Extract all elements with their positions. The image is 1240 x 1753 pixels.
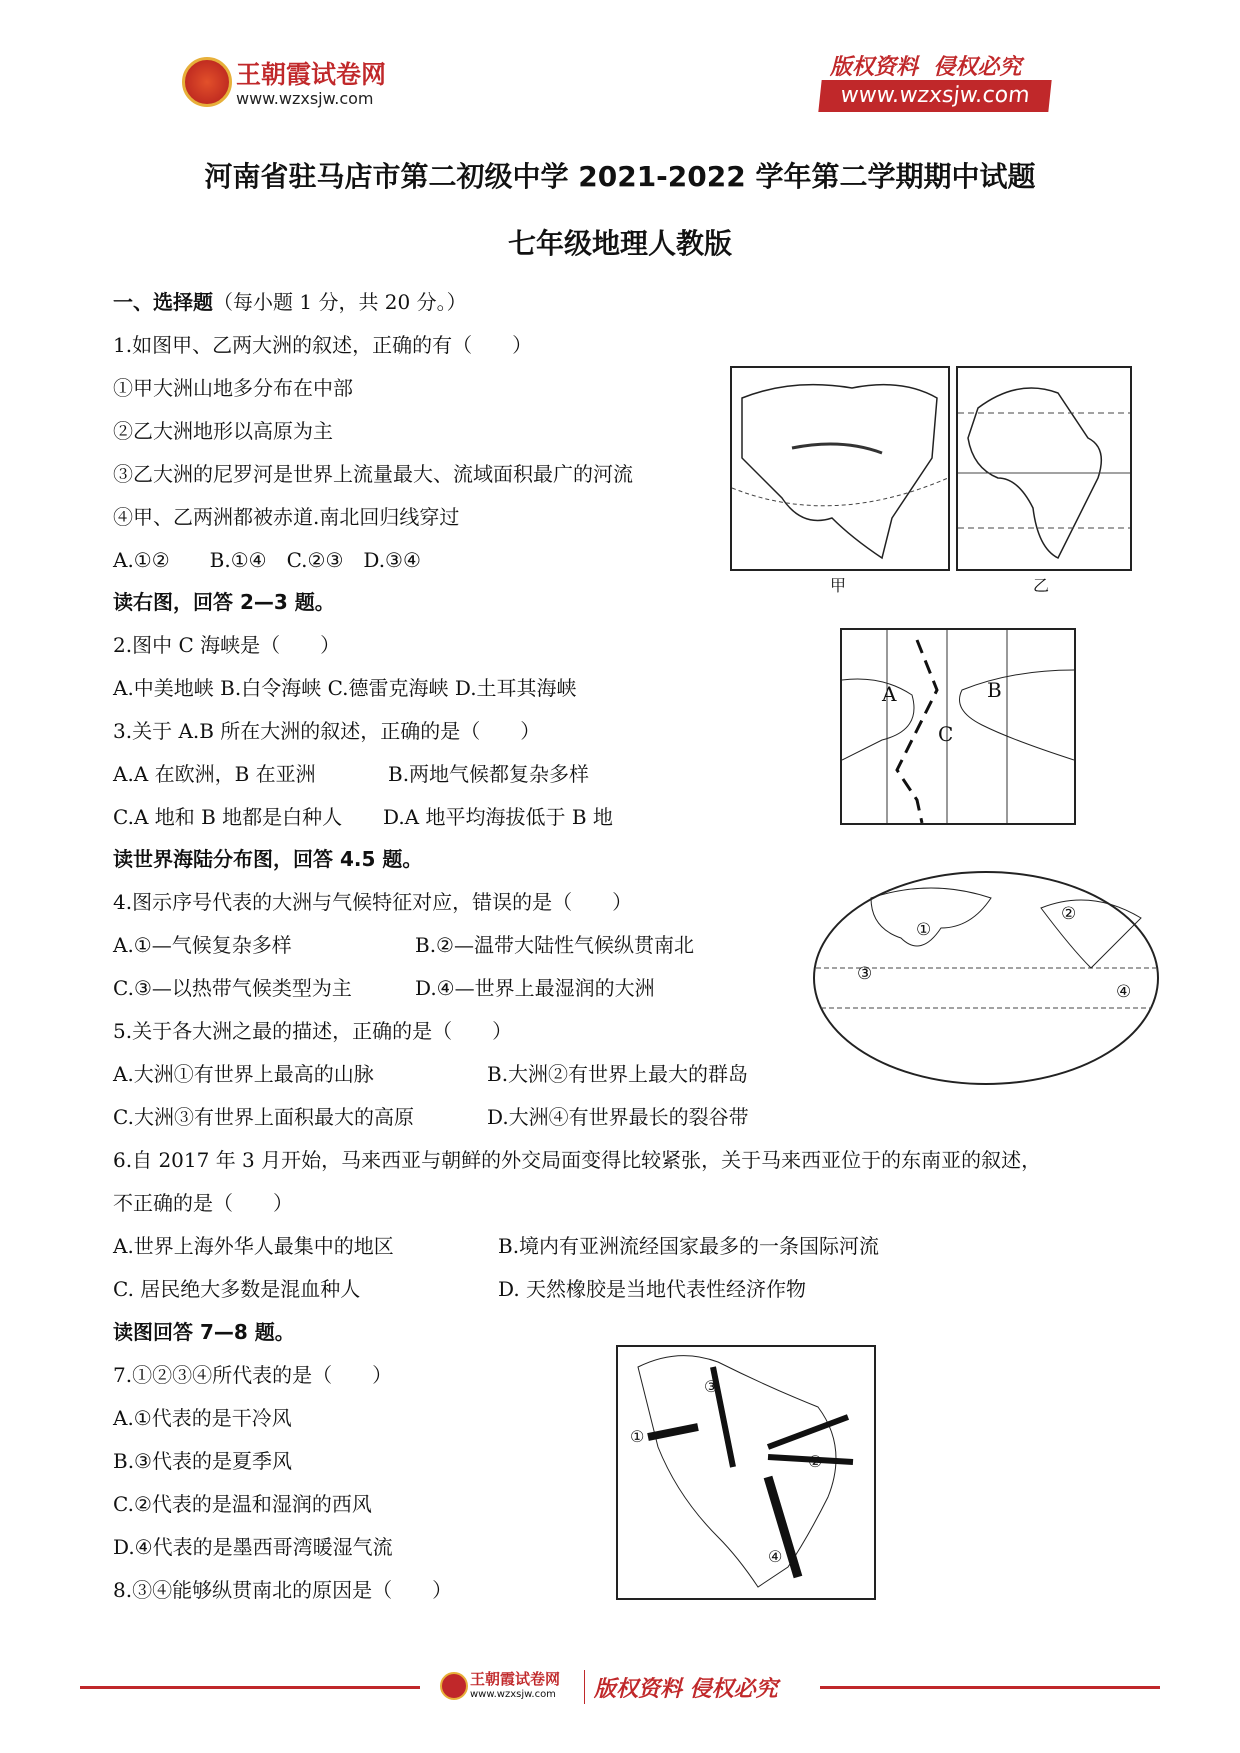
world-label-2: ② [1061, 904, 1077, 924]
read-instruction-7-8: 读图回答 7—8 题。 [113, 1320, 295, 1344]
q1-statement-4: ④甲、乙两洲都被赤道.南北回归线穿过 [113, 505, 460, 529]
read-instruction-2-3: 读右图，回答 2—3 题。 [113, 590, 335, 614]
strait-map-outline [842, 630, 1074, 823]
na-label-3: ③ [704, 1377, 719, 1396]
footer-logo-url: www.wzxsjw.com [470, 1689, 556, 1700]
logo-url: www.wzxsjw.com [236, 89, 374, 108]
q3-option-c: C.A 地和 B 地都是白种人 [113, 805, 343, 829]
asia-map-label: 甲 [830, 576, 847, 595]
asia-map-outline [732, 368, 948, 569]
point-b-label: B [987, 678, 1002, 702]
header-logo [182, 55, 412, 115]
world-label-3: ③ [857, 964, 873, 984]
footer-logo [440, 1668, 590, 1708]
q8-stem: 8.③④能够纵贯南北的原因是（ ） [113, 1578, 453, 1602]
page-title: 河南省驻马店市第二初级中学 2021-2022 学年第二学期期中试题 [204, 160, 1036, 193]
world-map-figure [811, 868, 1161, 1088]
q5-option-c: C.大洲③有世界上面积最大的高原 [113, 1105, 414, 1129]
q6-stem-2: 不正确的是（ ） [113, 1191, 293, 1215]
q7-option-d: D.④代表的是墨西哥湾暖湿气流 [113, 1535, 393, 1559]
q4-option-b: B.②—温带大陆性气候纵贯南北 [415, 933, 694, 957]
q7-stem: 7.①②③④所代表的是（ ） [113, 1363, 393, 1387]
q4-option-a: A.①—气候复杂多样 [113, 933, 292, 957]
africa-map-label: 乙 [1033, 576, 1050, 595]
world-label-1: ① [916, 920, 932, 940]
page-subtitle: 七年级地理人教版 [507, 227, 732, 260]
q3-option-a: A.A 在欧洲，B 在亚洲 [113, 762, 316, 786]
footer-line-left [80, 1686, 420, 1689]
q1-statement-2: ②乙大洲地形以高原为主 [113, 419, 333, 443]
q3-option-d: D.A 地平均海拔低于 B 地 [383, 805, 613, 829]
section-title: 一、选择题 [113, 290, 213, 314]
q3-stem: 3.关于 A.B 所在大洲的叙述，正确的是（ ） [113, 719, 541, 743]
q7-option-c: C.②代表的是温和湿润的西风 [113, 1492, 372, 1516]
q4-stem: 4.图示序号代表的大洲与气候特征对应，错误的是（ ） [113, 890, 633, 914]
q5-option-b: B.大洲②有世界上最大的群岛 [487, 1062, 749, 1086]
footer-emblem-icon [440, 1672, 468, 1700]
q6-option-c: C. 居民绝大多数是混血种人 [113, 1277, 361, 1301]
asia-map-figure [730, 366, 950, 571]
logo-name: 王朝霞试卷网 [236, 60, 387, 89]
strait-c-label: C [938, 722, 954, 746]
footer-copyright: 版权资料 侵权必究 [594, 1676, 778, 1702]
north-america-wind-map-figure [616, 1345, 876, 1600]
footer-logo-name: 王朝霞试卷网 [470, 1670, 561, 1688]
q3-option-b: B.两地气候都复杂多样 [388, 762, 590, 786]
section-note: （每小题 1 分，共 20 分。） [213, 290, 467, 314]
world-label-4: ④ [1116, 982, 1132, 1002]
q6-option-d: D. 天然橡胶是当地代表性经济作物 [498, 1277, 807, 1301]
q6-stem-1: 6.自 2017 年 3 月开始，马来西亚与朝鲜的外交局面变得比较紧张，关于马来西亚位于的东南亚的叙述， [113, 1148, 1042, 1172]
footer-divider [584, 1670, 585, 1704]
q5-option-a: A.大洲①有世界上最高的山脉 [113, 1062, 374, 1086]
copyright-text: 版权资料 侵权必究 [830, 54, 1022, 80]
q6-option-b: B.境内有亚洲流经国家最多的一条国际河流 [498, 1234, 880, 1258]
q2-stem: 2.图中 C 海峡是（ ） [113, 633, 341, 657]
na-label-4: ④ [768, 1547, 783, 1566]
q5-option-d: D.大洲④有世界最长的裂谷带 [487, 1105, 749, 1129]
africa-map-outline [958, 368, 1130, 569]
north-america-map-outline [618, 1347, 874, 1598]
footer-line-right [820, 1686, 1160, 1689]
url-stamp: www.wzxsjw.com [818, 80, 1051, 112]
strait-map-figure [840, 628, 1076, 825]
point-a-label: A [882, 682, 897, 706]
read-instruction-4-5: 读世界海陆分布图，回答 4.5 题。 [113, 847, 423, 871]
q6-option-a: A.世界上海外华人最集中的地区 [113, 1234, 394, 1258]
section-heading [113, 289, 467, 315]
logo-emblem-icon [182, 57, 232, 107]
q1-statement-1: ①甲大洲山地多分布在中部 [113, 376, 353, 400]
q2-options: A.中美地峡 B.白令海峡 C.德雷克海峡 D.土耳其海峡 [113, 676, 577, 700]
q7-option-b: B.③代表的是夏季风 [113, 1449, 292, 1473]
na-label-2: ② [808, 1452, 823, 1471]
q1-stem: 1.如图甲、乙两大洲的叙述，正确的有（ ） [113, 333, 533, 357]
na-label-1: ① [630, 1427, 645, 1446]
q1-options: A.①② B.①④ C.②③ D.③④ [113, 548, 421, 572]
q1-statement-3: ③乙大洲的尼罗河是世界上流量最大、流域面积最广的河流 [113, 462, 633, 486]
q7-option-a: A.①代表的是干冷风 [113, 1406, 292, 1430]
q4-option-c: C.③—以热带气候类型为主 [113, 976, 352, 1000]
africa-map-figure [956, 366, 1132, 571]
q5-stem: 5.关于各大洲之最的描述，正确的是（ ） [113, 1019, 513, 1043]
q4-option-d: D.④—世界上最湿润的大洲 [415, 976, 655, 1000]
